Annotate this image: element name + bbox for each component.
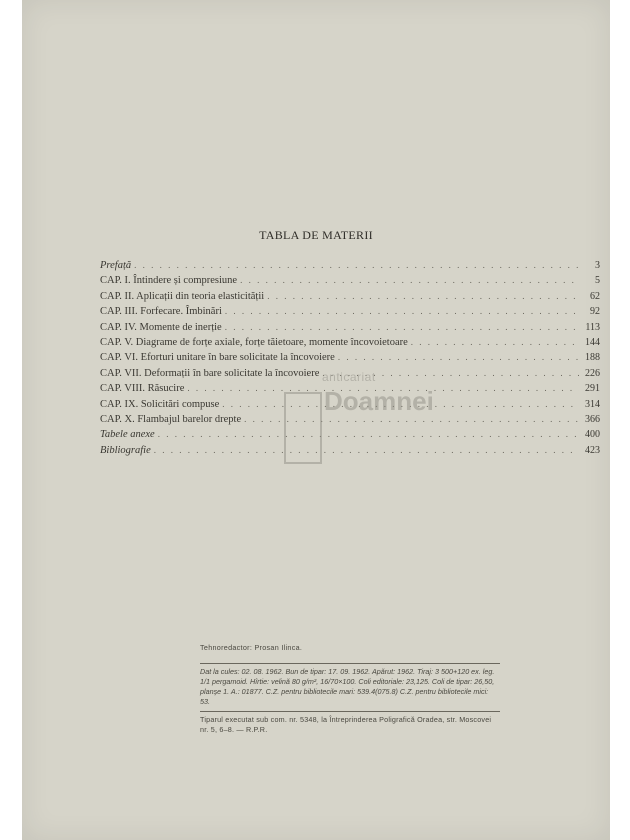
toc-entry xyxy=(100,289,600,304)
toc-entry-label: Bibliografie xyxy=(100,444,151,456)
toc-title: TABLA DE MATERII xyxy=(259,228,373,242)
colophon xyxy=(200,643,500,735)
toc-entry-label: CAP. VII. Deformații în bare solicitate la încovoiere xyxy=(100,367,320,379)
divider xyxy=(200,711,500,712)
toc-entry-page: 314 xyxy=(585,398,600,410)
toc-entry xyxy=(100,335,600,350)
toc-leader-dots xyxy=(134,258,579,273)
divider xyxy=(200,663,500,664)
watermark-book-icon xyxy=(284,392,322,464)
toc-entry-page: 188 xyxy=(585,352,600,364)
toc-entry-label: CAP. I. Întindere și compresiune xyxy=(100,275,238,287)
toc-entry-label: CAP. V. Diagrame de forțe axiale, forțe tăietoare, momente încovoietoare xyxy=(100,337,408,349)
toc-entry xyxy=(100,273,600,288)
toc-entry-page: 3 xyxy=(595,260,600,271)
toc-entry-label: CAP. III. Forfecare. Îmbinări xyxy=(100,306,222,318)
toc-entry-page: 144 xyxy=(585,337,600,349)
print-info: Dat la cules: 02. 08. 1962. Bun de tipar: 17. 09. 1962. Apărut: 1962. Tiraj: 3 500+120 ex. leg. 1/1 pergamoid. Hîrtie: velină 80 g/m², 16/70×100. Coli editoriale: 23,125. Coli de tipar: 26,50, planșe 1. A.: 01877. C.Z. pentru bibliotecile mari: 539.4(075.8) C.Z. pentru bibliotecile mici: 53. xyxy=(200,667,495,706)
toc-entry-page: 92 xyxy=(590,306,600,318)
toc-leader-dots xyxy=(338,350,579,365)
toc-entry-page: 113 xyxy=(585,321,600,333)
toc-entry-page: 5 xyxy=(595,275,600,287)
book-page xyxy=(22,0,610,840)
toc-entry-label: CAP. VI. Eforturi unitare în bare solicitate la încovoiere xyxy=(100,352,335,364)
watermark-big-text: Doamnei xyxy=(324,386,434,416)
toc-leader-dots xyxy=(267,289,579,304)
toc-entry-page: 62 xyxy=(590,290,600,302)
watermark-small-text: anticariat xyxy=(322,370,376,384)
technical-editor: Tehnoredactor: Prosan Ilinca. xyxy=(200,643,303,652)
watermark-logo xyxy=(284,370,434,465)
toc-entry xyxy=(100,320,600,335)
toc-entry-label: CAP. IV. Momente de inerție xyxy=(100,321,222,333)
toc-entry-label: Tabele anexe xyxy=(100,429,155,441)
toc-entry xyxy=(100,350,600,365)
toc-entry-label: CAP. X. Flambajul barelor drepte xyxy=(100,414,242,426)
printer-info: Tiparul executat sub com. nr. 5348, la Întreprinderea Poligrafică Oradea, str. Moscovei nr. 5, 6–8. — R.P.R. xyxy=(200,715,492,734)
toc-entry-page: 366 xyxy=(585,414,600,426)
toc-leader-dots xyxy=(411,335,579,350)
toc-entry-label: CAP. VIII. Răsucire xyxy=(100,383,185,395)
toc-leader-dots xyxy=(225,320,579,335)
toc-entry-label: Prefață xyxy=(100,260,132,271)
toc-entry-label: CAP. IX. Solicitări compuse xyxy=(100,398,220,410)
toc-entry-page: 291 xyxy=(585,383,600,395)
toc-entry xyxy=(100,258,600,273)
toc-entry-label: CAP. II. Aplicații din teoria elasticității xyxy=(100,290,265,302)
toc-leader-dots xyxy=(240,273,579,288)
toc-entry xyxy=(100,304,600,319)
toc-leader-dots xyxy=(225,304,579,319)
toc-entry-page: 400 xyxy=(585,429,600,441)
toc-entry-page: 226 xyxy=(585,367,600,379)
toc-entry-page: 423 xyxy=(585,444,600,456)
